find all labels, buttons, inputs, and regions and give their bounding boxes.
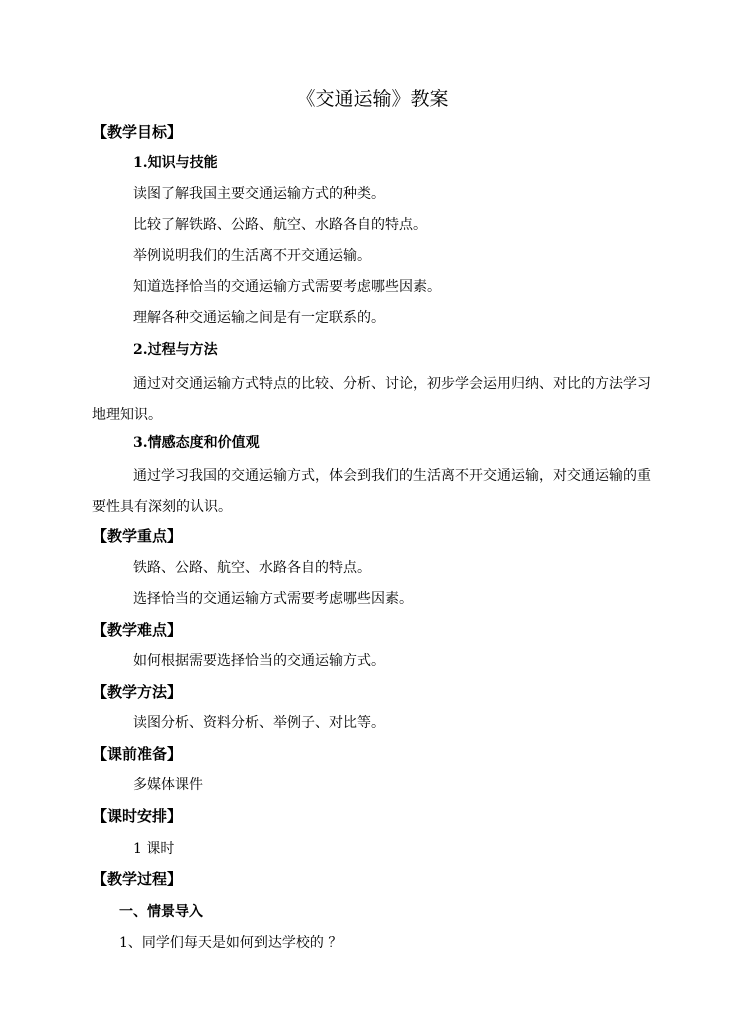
knowledge-skills-heading: 1.知识与技能: [133, 155, 218, 171]
difficulties-heading: 【教学难点】: [92, 621, 183, 639]
method-item: 读图分析、资料分析、举例子、对比等。: [133, 715, 385, 731]
procedure-heading: 【教学过程】: [92, 870, 183, 888]
process-methods-paragraph: 通过对交通运输方式特点的比较、分析、讨论，初步学会运用归纳、对比的方法学习地理知识。: [92, 376, 651, 423]
key-points-heading: 【教学重点】: [92, 527, 183, 545]
difficulty-item: 如何根据需要选择恰当的交通运输方式。: [133, 653, 385, 669]
knowledge-item: 举例说明我们的生活离不开交通运输。: [133, 248, 371, 264]
knowledge-item: 比较了解铁路、公路、航空、水路各自的特点。: [133, 217, 427, 233]
procedure-section-heading: 一、情景导入: [119, 904, 203, 920]
preparation-item: 多媒体课件: [133, 777, 203, 793]
knowledge-item: 读图了解我国主要交通运输方式的种类。: [133, 186, 385, 202]
methods-heading: 【教学方法】: [92, 683, 183, 701]
key-point-item: 铁路、公路、航空、水路各自的特点。: [133, 560, 371, 576]
preparation-heading: 【课前准备】: [92, 745, 183, 763]
emotion-values-paragraph: 通过学习我国的交通运输方式，体会到我们的生活离不开交通运输，对交通运输的重要性具有深刻的认识。: [92, 468, 651, 515]
schedule-item: 1 课时: [133, 841, 175, 857]
emotion-values-heading: 3.情感态度和价值观: [133, 435, 260, 451]
knowledge-item: 理解各种交通运输之间是有一定联系的。: [133, 310, 385, 326]
process-methods-heading: 2.过程与方法: [133, 342, 218, 358]
procedure-question: 1、同学们每天是如何到达学校的 ？: [119, 935, 343, 951]
schedule-heading: 【课时安排】: [92, 807, 183, 825]
objectives-heading: 【教学目标】: [92, 123, 183, 141]
knowledge-item: 知道选择恰当的交通运输方式需要考虑哪些因素。: [133, 279, 441, 295]
key-point-item: 选择恰当的交通运输方式需要考虑哪些因素。: [133, 591, 413, 607]
document-title: 《交通运输》教案: [296, 88, 449, 110]
